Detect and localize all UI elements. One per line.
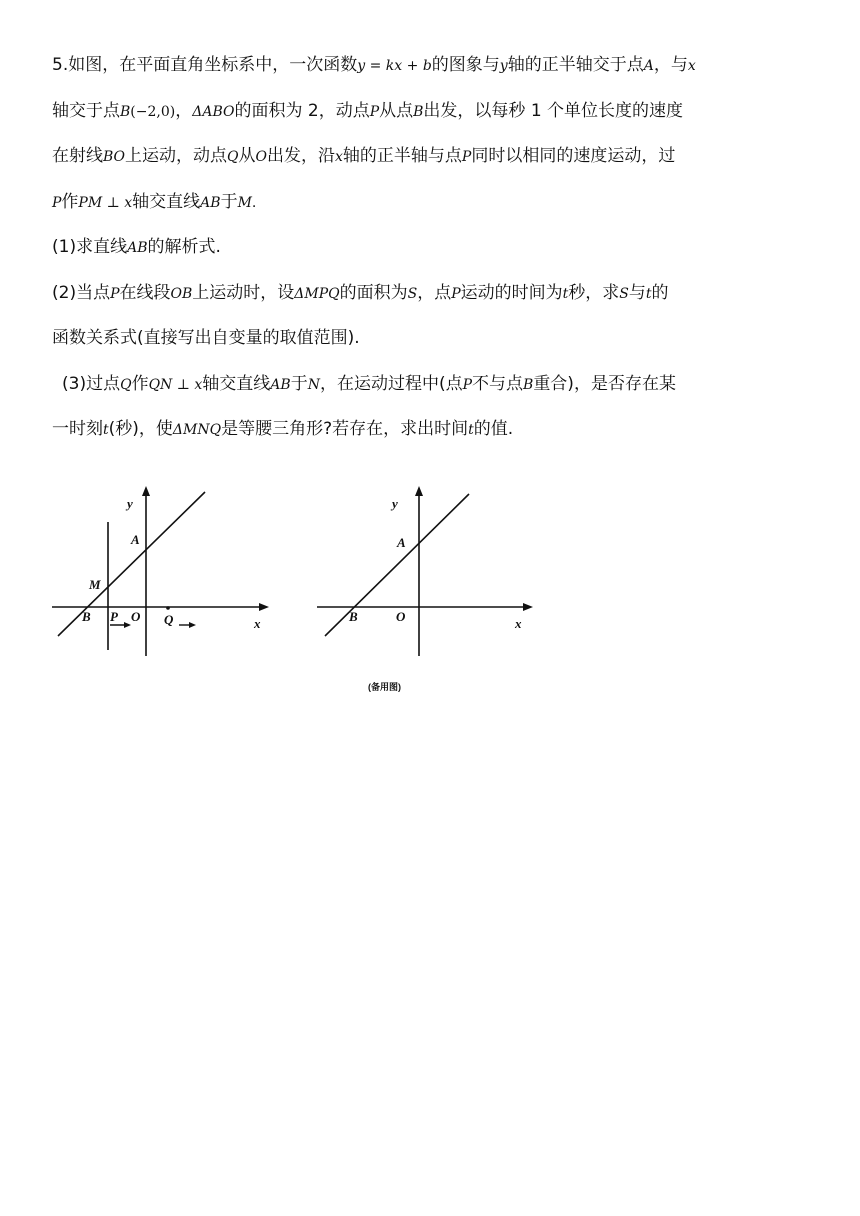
text: 与 xyxy=(628,282,646,303)
text: 不与点 xyxy=(472,373,524,394)
text: 同时以相同的速度运动，过 xyxy=(471,146,676,166)
math: ΔMPQ xyxy=(294,285,340,302)
math: ⊥ xyxy=(102,194,125,211)
text: 函数关系式(直接写出自变量的取值范围). xyxy=(52,328,360,348)
text: 运动的时间为 xyxy=(460,282,563,303)
text: 轴的正半轴交于点 xyxy=(507,55,644,75)
question-2 xyxy=(52,282,814,305)
text: 于 xyxy=(290,373,308,394)
text: 的解析式. xyxy=(147,237,221,257)
y-axis-arrow-icon xyxy=(142,486,150,496)
text: 轴交直线 xyxy=(202,373,271,394)
text: 的值. xyxy=(473,419,514,439)
math: y xyxy=(499,58,508,74)
label-x: x xyxy=(254,616,261,631)
math: x xyxy=(335,149,343,165)
q-arrow-head-icon xyxy=(189,622,196,628)
question-1 xyxy=(52,236,814,259)
text: 轴交直线 xyxy=(132,191,201,212)
label-a: A xyxy=(131,532,140,547)
math: P xyxy=(369,103,380,120)
text: (3)过点 xyxy=(62,373,121,394)
point-q xyxy=(166,606,170,610)
math: P xyxy=(451,285,461,302)
math: B xyxy=(523,376,534,393)
math: AB xyxy=(127,240,148,256)
math: ΔABO xyxy=(192,103,235,120)
math: S xyxy=(619,285,629,302)
text: 在线段 xyxy=(119,282,171,303)
label-y: y xyxy=(392,496,398,511)
x-axis-arrow-icon xyxy=(523,603,533,611)
math: BO xyxy=(103,149,126,165)
text: 轴交于点 xyxy=(52,100,120,121)
math: PM xyxy=(78,194,103,211)
math: S xyxy=(407,285,418,302)
text: 从点 xyxy=(379,100,414,121)
label-p: P xyxy=(110,609,118,624)
text: 在射线 xyxy=(52,146,103,166)
label-a: A xyxy=(397,535,406,550)
figure-1 xyxy=(40,478,280,663)
text: 的图象与 xyxy=(431,55,500,75)
math: t xyxy=(103,422,109,438)
text: 是等腰三角形?若存在，求出时间 xyxy=(221,419,469,439)
text: ， xyxy=(175,100,193,121)
text: 的面积为 xyxy=(339,282,408,303)
math: OB xyxy=(170,285,193,302)
math: = xyxy=(365,58,386,74)
math: P xyxy=(462,376,473,393)
text: (1)求直线 xyxy=(52,237,128,257)
text: ，在运动过程中(点 xyxy=(319,373,463,394)
text: 于 xyxy=(220,191,238,212)
text: 轴的正半轴与点 xyxy=(342,146,462,166)
math: AB xyxy=(270,376,291,393)
text: 出发，沿 xyxy=(267,146,335,166)
problem-line-1 xyxy=(52,54,814,77)
y-axis-arrow-icon xyxy=(415,486,423,496)
math: N xyxy=(307,376,320,393)
text: 作 xyxy=(61,191,79,212)
x-axis-arrow-icon xyxy=(259,603,269,611)
label-m: M xyxy=(89,577,101,592)
label-x: x xyxy=(515,616,522,631)
math: t xyxy=(468,422,474,438)
text: 5.如图，在平面直角坐标系中，一次函数 xyxy=(52,55,358,75)
problem-line-2 xyxy=(52,100,814,123)
math: AB xyxy=(200,194,221,211)
p-arrow-head-icon xyxy=(124,622,131,628)
label-y: y xyxy=(127,496,133,511)
label-o: O xyxy=(131,609,141,624)
problem-text xyxy=(52,54,814,464)
math: (−2,0) xyxy=(130,103,176,120)
figure-caption: (备用图) xyxy=(368,682,401,692)
text: 出发，以每秒 1 个单位长度的速度 xyxy=(423,100,684,121)
text: (2)当点 xyxy=(52,282,111,303)
text: 重合)，是否存在某 xyxy=(533,373,676,394)
math: B xyxy=(120,103,131,120)
text: 秒，求 xyxy=(568,282,620,303)
label-o: O xyxy=(396,609,406,624)
label-b: B xyxy=(82,609,91,624)
math: . xyxy=(251,194,257,211)
math: QN xyxy=(148,376,173,393)
math: kx xyxy=(385,58,403,74)
question-3-cont xyxy=(52,418,814,441)
math: x xyxy=(194,376,203,393)
text: ，点 xyxy=(417,282,452,303)
label-q: Q xyxy=(164,612,174,627)
math: + xyxy=(402,58,423,74)
math: P xyxy=(52,194,62,211)
math: x xyxy=(687,58,696,74)
math: A xyxy=(643,58,654,74)
text: (秒)，使 xyxy=(108,419,173,439)
math: x xyxy=(124,194,133,211)
text: 一时刻 xyxy=(52,419,103,439)
math: Q xyxy=(227,149,239,165)
math: y xyxy=(357,58,366,74)
text: ，与 xyxy=(653,55,688,75)
label-b: B xyxy=(349,609,358,624)
question-3 xyxy=(52,373,814,396)
text: 上运动，动点 xyxy=(125,146,228,166)
math: Q xyxy=(120,376,132,393)
problem-line-4 xyxy=(52,191,814,214)
math: t xyxy=(645,285,652,302)
text: 的面积为 2，动点 xyxy=(234,100,370,121)
math: M xyxy=(237,194,252,211)
question-2-cont xyxy=(52,327,814,350)
problem-line-3 xyxy=(52,145,814,168)
math: t xyxy=(562,285,569,302)
math: P xyxy=(110,285,120,302)
text: 上运动时，设 xyxy=(192,282,295,303)
text: 的 xyxy=(651,282,669,303)
text: 从 xyxy=(238,146,256,166)
math: b xyxy=(422,58,432,74)
math: B xyxy=(413,103,424,120)
figure-2 xyxy=(305,478,545,663)
math: ⊥ xyxy=(172,376,195,393)
math: P xyxy=(461,149,472,165)
math: O xyxy=(255,149,267,165)
math: ΔMNQ xyxy=(172,422,222,438)
text: 作 xyxy=(131,373,149,394)
